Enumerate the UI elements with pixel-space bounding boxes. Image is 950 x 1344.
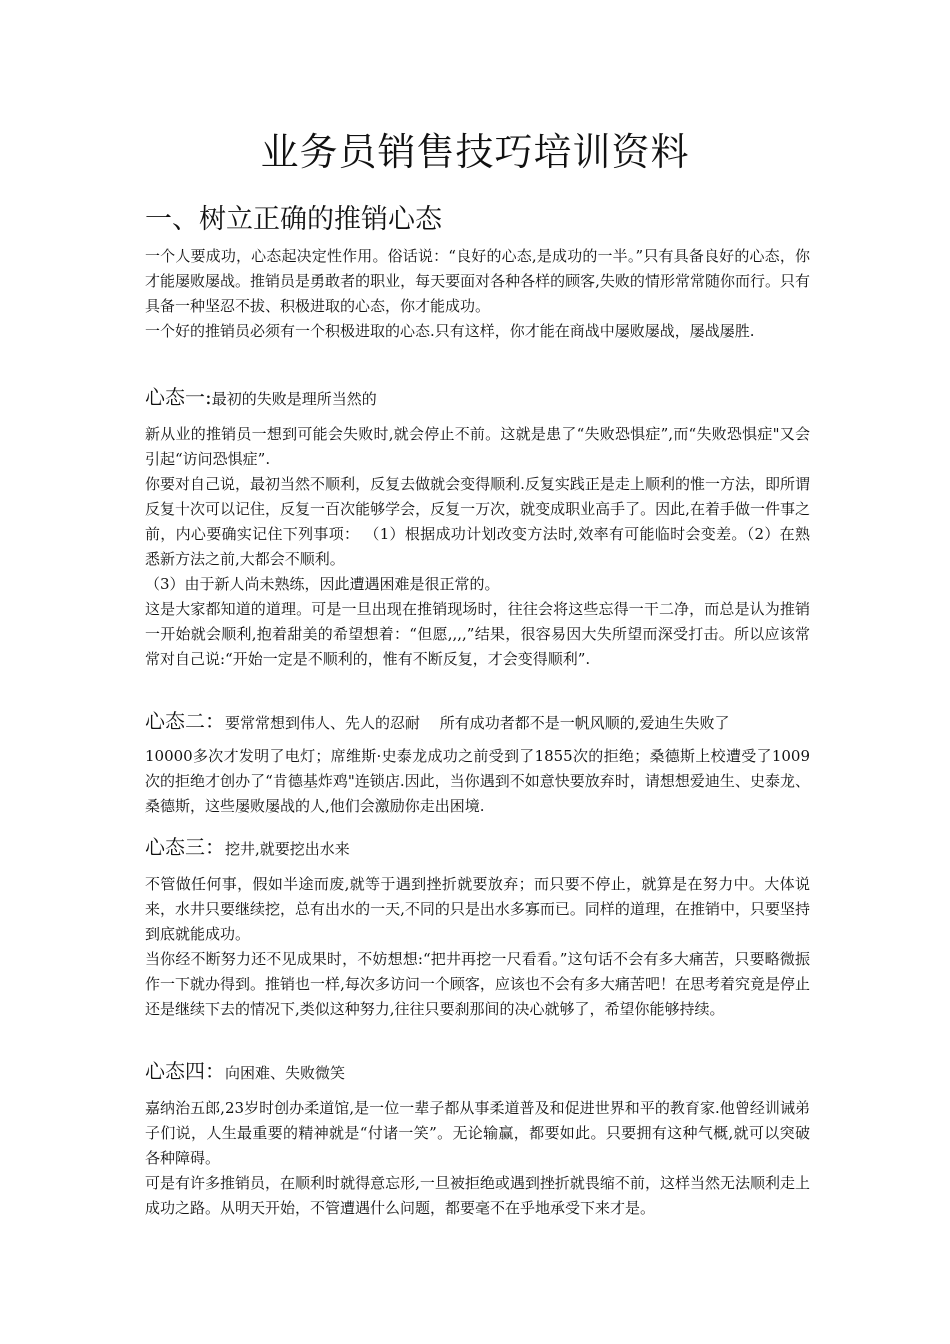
paragraph: 当你经不断努力还不见成果时，不妨想想:“把井再挖一尺看看。”这句话不会有多大痛苦，只要略微振作一下就办得到。推销也一样,每次多访问一个顾客，应该也不会有多大痛苦吧！在思考着究竟是停止还是继续下去的情况下,类似这种努力,往往只要刹那间的决心就够了，希望你能够持续。 — [145, 950, 810, 1018]
mindset-heading-1 — [145, 380, 825, 416]
mindset-title: 向困难、失败微笑 — [225, 1064, 346, 1082]
paragraph: 这是大家都知道的道理。可是一旦出现在推销现场时，往往会将这些忘得一干二净，而总是认为推销一开始就会顺利,抱着甜美的希望想着：“但愿,,,,”结果，很容易因大失所望而深受打击。所以应该常常对自己说:“开始一定是不顺利的，惟有不断反复，才会变得顺利”. — [145, 600, 810, 668]
mindset-heading-2 — [145, 704, 825, 740]
paragraph: 不管做任何事，假如半途而废,就等于遇到挫折就要放弃；而只要不停止，就算是在努力中。大体说来，水井只要继续挖，总有出水的一天,不同的只是出水多寡而已。同样的道理，在推销中，只要坚持到底就能成功。 — [145, 875, 810, 943]
mindset-body-1 — [145, 422, 810, 672]
mindset-heading-4 — [145, 1054, 825, 1090]
mindset-label: 心态三： — [145, 835, 225, 859]
mindset-title: 挖井,就要挖出水来 — [225, 840, 350, 858]
mindset-label: 心态四： — [145, 1059, 225, 1083]
mindset-body-3 — [145, 872, 810, 1022]
section-intro — [145, 244, 810, 344]
mindset-title: 要常常想到伟人、先人的忍耐 所有成功者都不是一帆风顺的,爱迪生失败了 — [225, 714, 730, 732]
mindset-body-2 — [145, 744, 810, 819]
mindset-heading-3 — [145, 830, 825, 866]
mindset-body-4 — [145, 1096, 810, 1221]
paragraph: （3）由于新人尚未熟练，因此遭遇困难是很正常的。 — [145, 575, 500, 593]
section-heading: 一、树立正确的推销心态 — [145, 204, 442, 235]
mindset-label: 心态一: — [145, 385, 212, 409]
paragraph: 一个好的推销员必须有一个积极进取的心态.只有这样，你才能在商战中屡败屡战，屡战屡胜. — [145, 322, 755, 340]
paragraph: 一个人要成功，心态起决定性作用。俗话说：“良好的心态,是成功的一半。”只有具备良好的心态，你才能屡败屡战。推销员是勇敢者的职业，每天要面对各种各样的顾客,失败的情形常常随你而行。只有具备一种坚忍不拔、积极进取的心态，你才能成功。 — [145, 247, 810, 315]
mindset-title: 最初的失败是理所当然的 — [211, 390, 377, 408]
paragraph: 可是有许多推销员，在顺利时就得意忘形,一旦被拒绝或遇到挫折就畏缩不前，这样当然无法顺利走上成功之路。从明天开始，不管遭遇什么问题，都要毫不在乎地承受下来才是。 — [145, 1174, 810, 1217]
mindset-label: 心态二： — [145, 709, 225, 733]
paragraph: 嘉纳治五郎,23岁时创办柔道馆,是一位一辈子都从事柔道普及和促进世界和平的教育家.他曾经训诫弟子们说，人生最重要的精神就是“付诸一笑”。无论输赢，都要如此。只要拥有这种气概,就可以突破各种障碍。 — [145, 1099, 810, 1167]
paragraph: 新从业的推销员一想到可能会失败时,就会停止不前。这就是患了“失败恐惧症”,而“失败恐惧症"又会引起“访问恐惧症”. — [145, 425, 810, 468]
document-title: 业务员销售技巧培训资料 — [260, 130, 690, 174]
paragraph: 10000多次才发明了电灯；席维斯·史泰龙成功之前受到了1855次的拒绝；桑德斯上校遭受了1009次的拒绝才创办了“肯德基炸鸡"连锁店.因此，当你遇到不如意快要放弃时，请想想爱迪生、史泰龙、桑德斯，这些屡败屡战的人,他们会激励你走出困境. — [145, 747, 810, 815]
paragraph: 你要对自己说，最初当然不顺利，反复去做就会变得顺利.反复实践正是走上顺利的惟一方法，即所谓反复十次可以记住，反复一百次能够学会，反复一万次，就变成职业高手了。因此,在着手做一件事之前，内心要确实记住下列事项： （1）根据成功计划改变方法时,效率有可能临时会变差。（2）在熟悉新方法之前,大都会不顺利。 — [145, 475, 810, 568]
